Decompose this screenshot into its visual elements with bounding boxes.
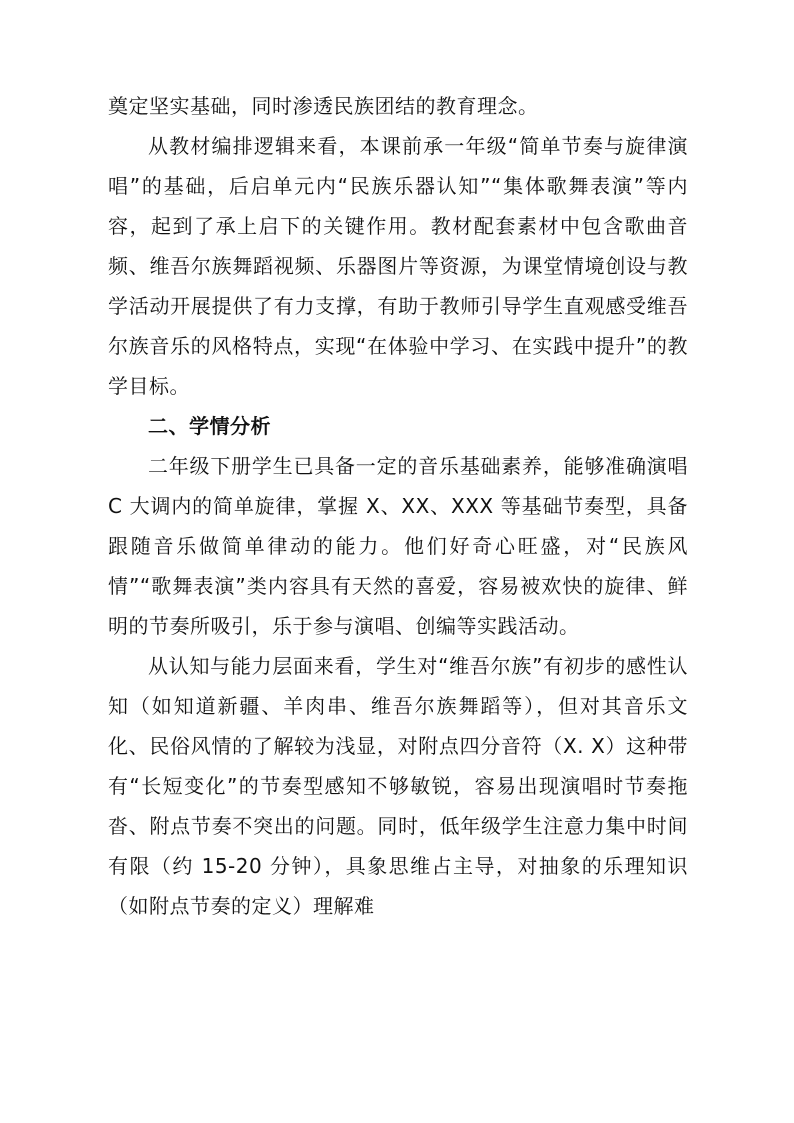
document-body [108,86,688,926]
paragraph-cognitive-ability: 从认知与能力层面来看，学生对“维吾尔族”有初步的感性认知（如知道新疆、羊肉串、维吾尔族舞蹈等），但对其音乐文化、民俗风情的了解较为浅显，对附点四分音符（X. X）这种带有“长短变化”的节奏型感知不够敏锐，容易出现演唱时节奏拖沓、附点节奏不突出的问题。同时，低年级学生注意力集中时间有限（约 15-20 分钟），具象思维占主导，对抽象的乐理知识（如附点节奏的定义）理解难 [108,654,688,918]
section-heading-learner-analysis: 二、学情分析 [148,414,271,438]
paragraph-student-foundation: 二年级下册学生已具备一定的音乐基础素养，能够准确演唱 C 大调内的简单旋律，掌握 X、XX、XXX 等基础节奏型，具备跟随音乐做简单律动的能力。他们好奇心旺盛，对“民族风情”“歌舞表演”类内容具有天然的喜爱，容易被欢快的旋律、鲜明的节奏所吸引，乐于参与演唱、创编等实践活动。 [108,454,688,638]
paragraph-continuation: 奠定坚实基础，同时渗透民族团结的教育理念。 [108,94,539,118]
paragraph-textbook-logic: 从教材编排逻辑来看，本课前承一年级“简单节奏与旋律演唱”的基础，后启单元内“民族乐器认知”“集体歌舞表演”等内容，起到了承上启下的关键作用。教材配套素材中包含歌曲音频、维吾尔族舞蹈视频、乐器图片等资源，为课堂情境创设与教学活动开展提供了有力支撑，有助于教师引导学生直观感受维吾尔族音乐的风格特点，实现“在体验中学习、在实践中提升”的教学目标。 [108,134,688,398]
